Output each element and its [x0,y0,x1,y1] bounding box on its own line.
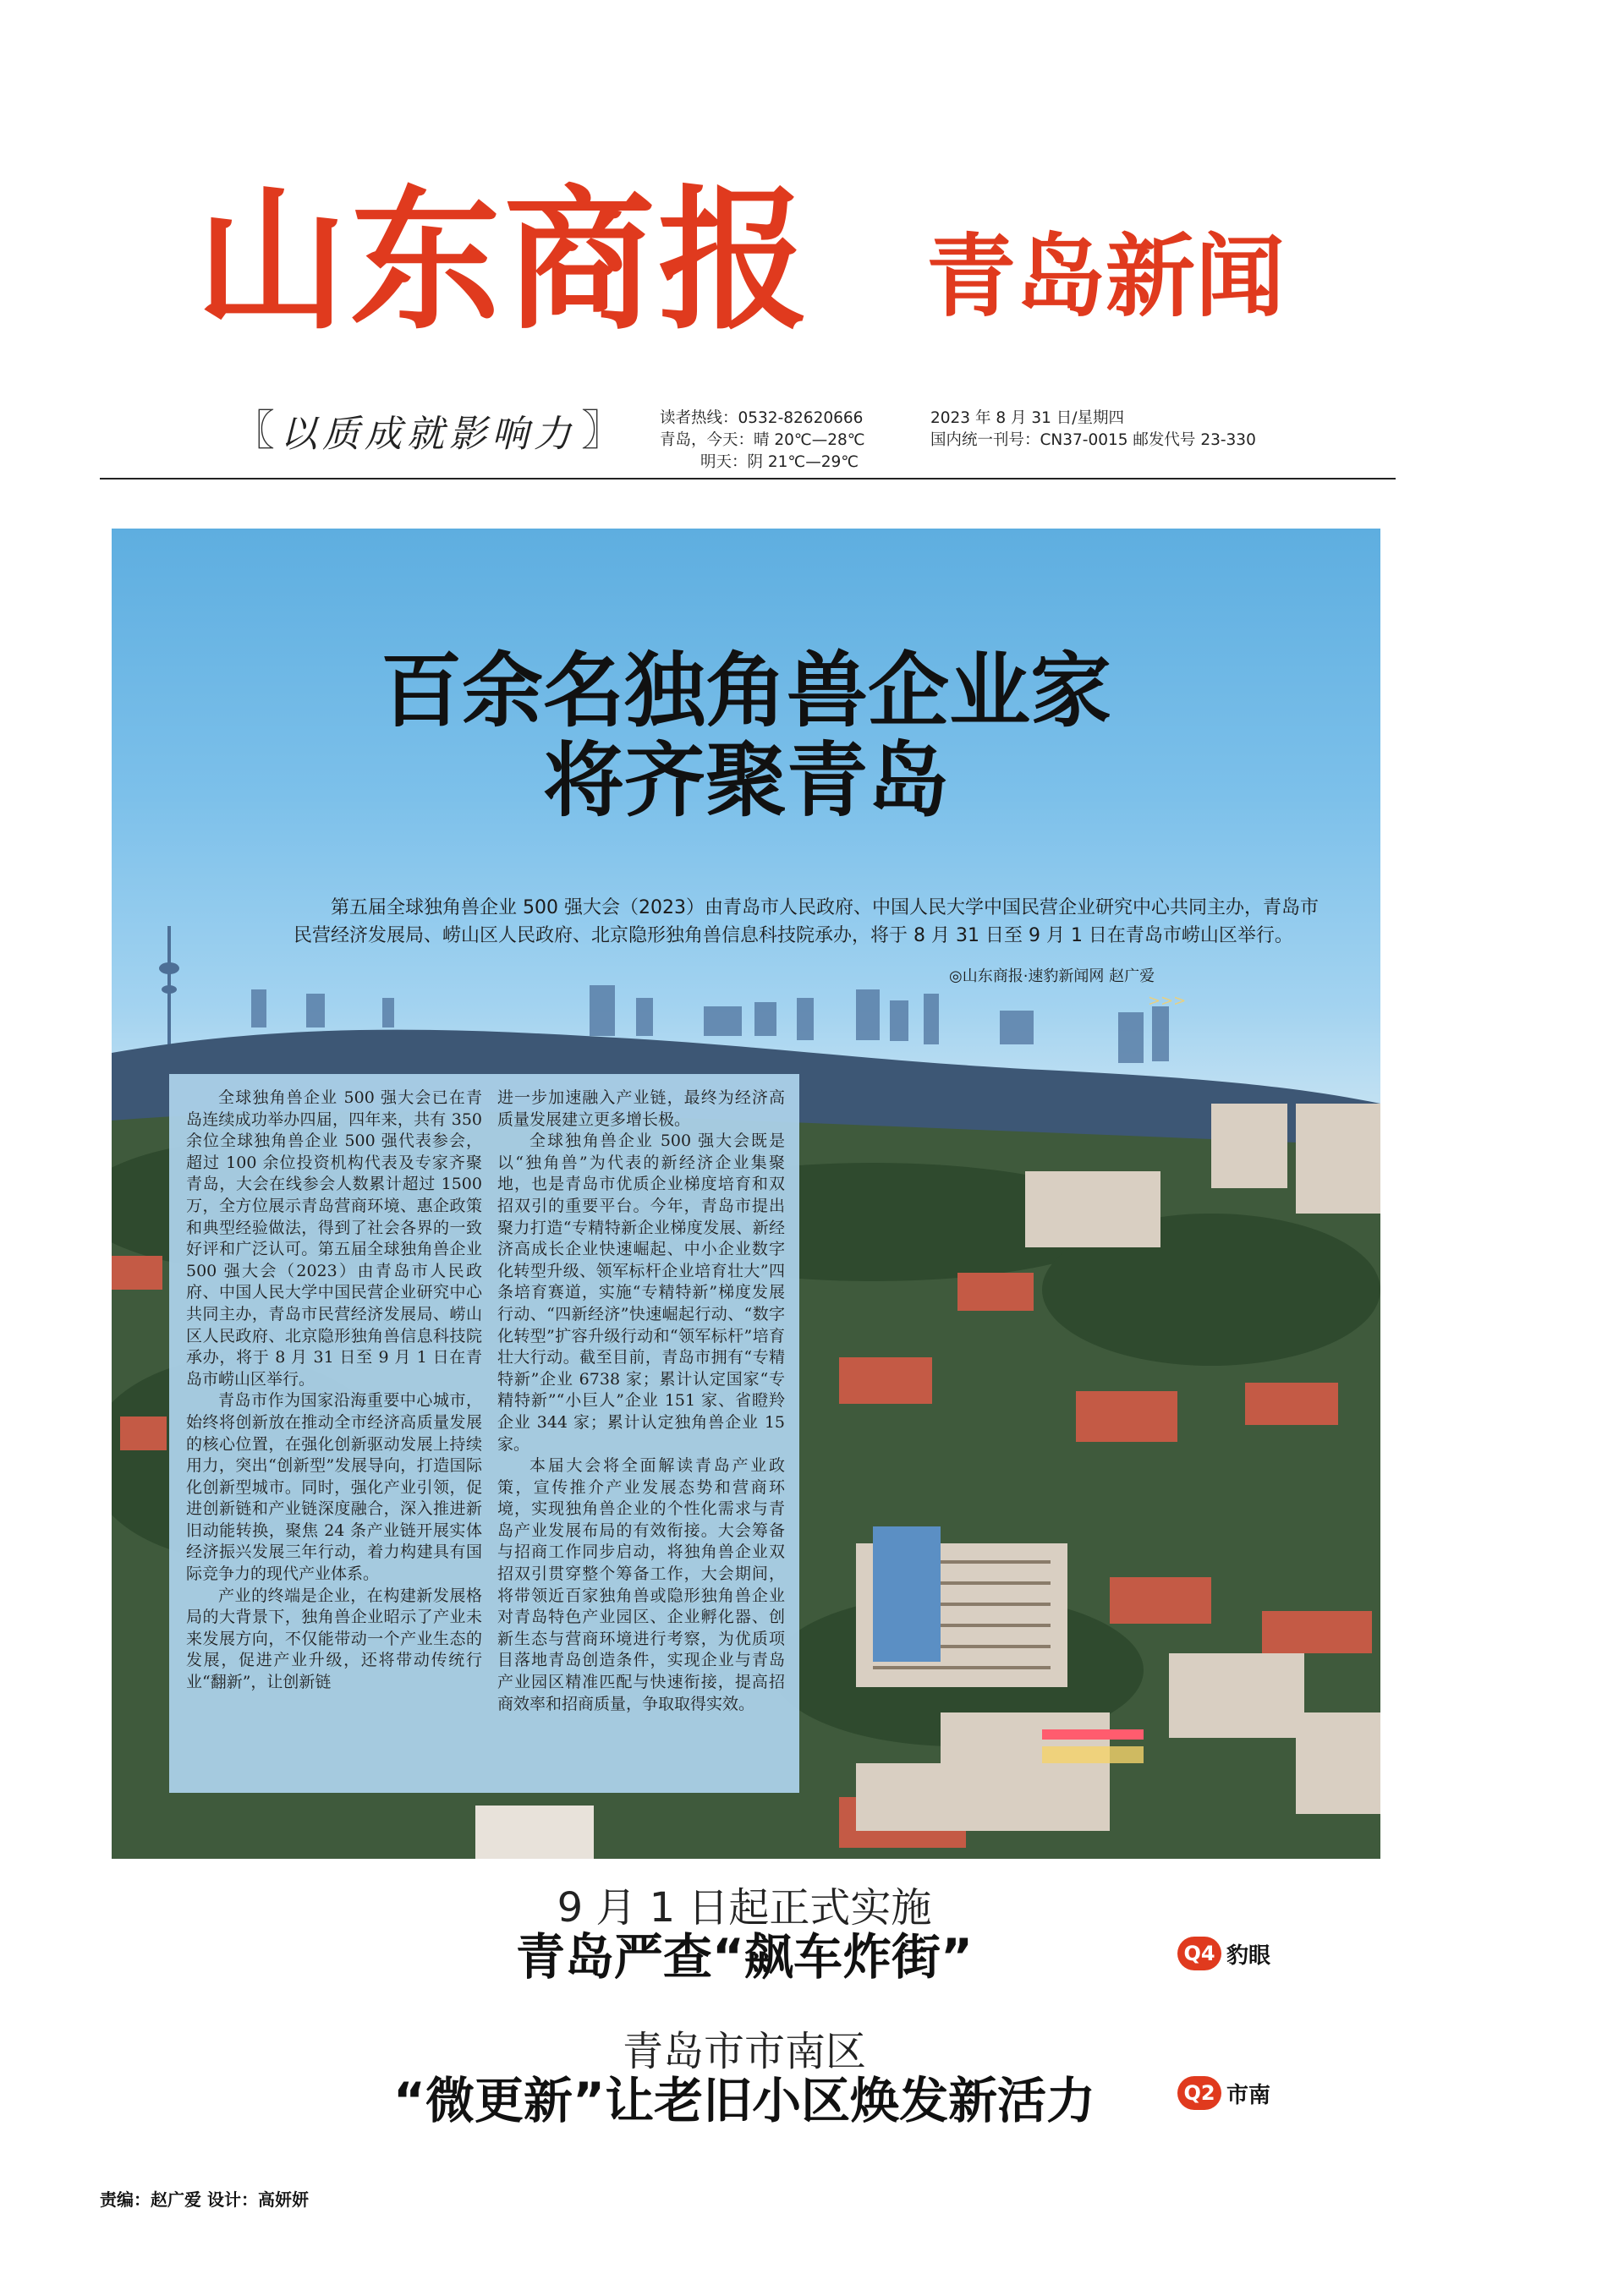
article-paragraph: 产业的终端是企业，在构建新发展格局的大背景下，独角兽企业昭示了产业未来发展方向，不仅能带动一个产业生态的发展，促进产业升级，还将带动传统行业“翻新”，让创新链 [186,1586,482,1692]
teaser-1-section-badge[interactable] [1177,1937,1270,1970]
headline-line2: 将齐聚青岛 [543,733,949,828]
teaser-2-section-badge[interactable] [1177,2076,1270,2110]
reader-hotline: 读者热线：0532-82620666 [660,409,864,427]
teaser-1-title: 青岛严查“飙车炸街” [515,1927,974,1986]
teaser-2[interactable] [237,2030,1252,2129]
hero-photo [112,529,1380,1859]
teaser-2-subtitle: 青岛市市南区 [622,2028,866,2075]
section-badge-icon: Q4 [1177,1937,1221,1970]
article-paragraph: 进一步加速融入产业链，最终为经济高质量发展建立更多增长极。 [497,1088,785,1129]
issn: 国内统一刊号：CN37-0015 邮发代号 23-330 [930,431,1256,449]
section-name: 市南 [1226,2082,1271,2108]
section-badge-icon: Q2 [1177,2076,1221,2110]
article-paragraph: 全球独角兽企业 500 强大会既是以“独角兽”为代表的新经济企业集聚地，也是青岛市优质企业梯度培育和双招双引的重要平台。今年，青岛市提出聚力打造“专精特新企业梯度发展、新经济高成长企业快速崛起、中小企业数字化转型升级、领军标杆企业培育壮大”四条培育赛道，实施“专精特新”梯度发展行动、“四新经济”快速崛起行动、“数字化转型”扩容升级行动和“领军标杆”培育壮大行动。截至目前，青岛市拥有“专精特新”企业 6738 家；累计认定国家“专精特新”“小巨人”企业 151 家、省瞪羚企业 344 家；累计认定独角兽企业 15 家。 [497,1132,785,1454]
teaser-1[interactable] [237,1886,1252,1985]
section-name: 豹眼 [1226,1943,1271,1969]
article-column-2 [497,1088,785,1715]
masthead-divider [100,478,1396,479]
weather-tomorrow: 明天：阴 21℃—29℃ [700,453,859,471]
teaser-1-subtitle: 9 月 1 日起正式实施 [557,1884,932,1932]
article-body-box [169,1074,799,1793]
article-paragraph: 青岛市作为国家沿海重要中心城市，始终将创新放在推动全市经济高质量发展的核心位置，在强化创新驱动发展上持续用力，突出“创新型”发展导向，打造国际化创新型城市。同时，强化产业引领，促进创新链和产业链深度融合，深入推进新旧动能转换，聚焦 24 条产业链开展实体经济振兴发展三年行动，着力构建具有国际竞争力的现代产业体系。 [186,1391,482,1584]
photo-credit: ◎山东商报·速豹新闻网 赵广爱 [949,967,1155,985]
slogan [233,404,647,457]
headline-line1: 百余名独角兽企业家 [381,644,1111,738]
slogan-bracket-right: 〗 [581,406,623,455]
weather-today: 青岛，今天：晴 20℃—28℃ [660,431,865,449]
article-paragraph: 全球独角兽企业 500 强大会已在青岛连续成功举办四届，四年来，共有 350 余位全球独角兽企业 500 强代表参会，超过 100 余位投资机构代表及专家齐聚青岛，大会在线参会人数累计超过 1500 万，全方位展示青岛营商环境、惠企政策和典型经验做法，得到了社会各界的一致好评和广泛认可。第五届全球独角兽企业 500 强大会（2023）由青岛市人民政府、中国人民大学中国民营企业研究中心共同主办，青岛市民营经济发展局、崂山区人民政府、北京隐形独角兽信息科技院承办，将于 8 月 31 日至 9 月 1 日在青岛市崂山区举行。 [186,1088,482,1389]
masthead-title: 山东商报 [196,171,812,351]
issue-date: 2023 年 8 月 31 日/星期四 [930,409,1125,427]
teaser-2-title: “微更新”让老旧小区焕发新活力 [392,2071,1096,2129]
arrows-icon: >>> [1148,992,1187,1010]
lead-paragraph: 第五届全球独角兽企业 500 强大会（2023）由青岛市人民政府、中国人民大学中国民营企业研究中心共同主办，青岛市民营经济发展局、崂山区人民政府、北京隐形独角兽信息科技院承办，将于 8 月 31 日至 9 月 1 日在青岛市崂山区举行。 [294,897,1319,946]
slogan-bracket-left: 〖 [233,406,275,455]
article-paragraph: 本届大会将全面解读青岛产业政策，宣传推介产业发展态势和营商环境，实现独角兽企业的个性化需求与青岛产业发展布局的有效衔接。大会筹备与招商工作同步启动，将独角兽企业双招双引贯穿整个筹备工作，大会期间，将带领近百家独角兽或隐形独角兽企业对青岛特色产业园区、企业孵化器、创新生态与营商环境进行考察，为优质项目落地青岛创造条件，实现企业与青岛产业园区精准匹配与快速衔接，提高招商效率和招商质量，争取取得实效。 [497,1456,785,1713]
article-column-1 [186,1088,482,1694]
edition-title: 青岛新闻 [926,225,1285,329]
editor-credit: 责编：赵广爱 设计：高妍妍 [100,2189,309,2210]
slogan-text: 以质成就影响力 [280,413,576,456]
